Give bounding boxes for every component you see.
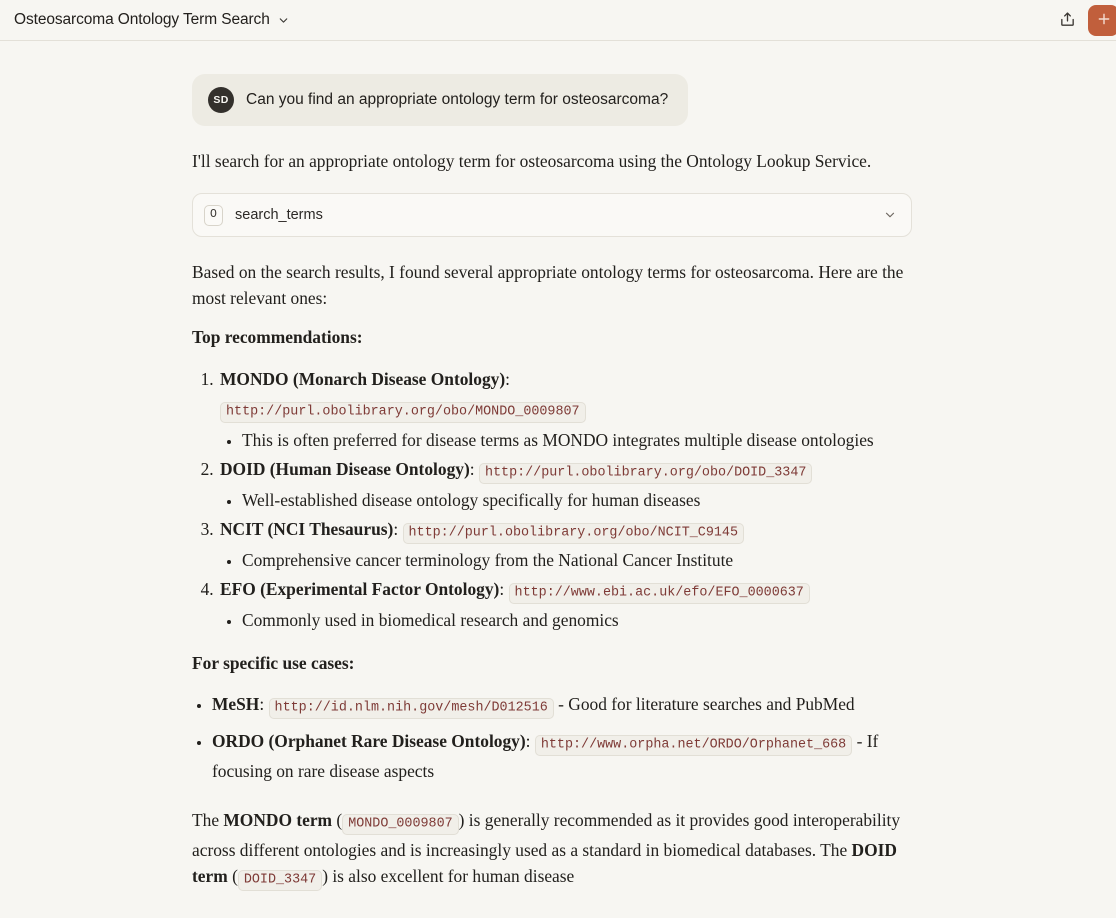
list-item <box>218 515 918 573</box>
list-item <box>212 728 918 785</box>
list-item <box>212 691 918 721</box>
page-title: Osteosarcoma Ontology Term Search <box>14 11 270 28</box>
ontology-url[interactable]: http://www.ebi.ac.uk/efo/EFO_0000637 <box>509 583 810 604</box>
list-item: • Well-established disease ontology specifically for human diseases <box>242 487 918 513</box>
doid-term-code[interactable]: DOID_3347 <box>238 870 322 891</box>
ontology-name: MONDO (Monarch Disease Ontology) <box>220 369 506 389</box>
recommendation-header <box>220 515 918 547</box>
message-thread <box>192 74 918 893</box>
colon: : <box>393 519 399 539</box>
assistant-intro: I'll search for an appropriate ontology term for osteosarcoma using the Ontology Lookup Service. <box>192 151 872 171</box>
user-message-text: Can you find an appropriate ontology term for osteosarcoma? <box>246 91 669 108</box>
recommendation-header <box>220 455 918 487</box>
ontology-url[interactable]: http://purl.obolibrary.org/obo/DOID_3347 <box>479 463 812 484</box>
paren-open-1: ( <box>332 810 343 830</box>
tool-call-search-terms[interactable] <box>192 193 912 237</box>
tool-call-name: search_terms <box>235 207 323 223</box>
use-cases-list <box>192 691 918 785</box>
colon: : <box>525 731 531 751</box>
ontology-url[interactable]: http://purl.obolibrary.org/obo/MONDO_0009807 <box>220 402 586 423</box>
colon: : <box>499 579 505 599</box>
closing-part-3: ) is also excellent for human disease <box>322 866 575 886</box>
recommendations-list <box>192 365 918 633</box>
list-item: • This is often preferred for disease terms as MONDO integrates multiple disease ontologies <box>242 427 918 453</box>
colon: : <box>469 459 475 479</box>
ontology-name: DOID (Human Disease Ontology) <box>220 459 470 479</box>
list-item <box>218 455 918 513</box>
recommendation-notes <box>220 487 918 513</box>
share-button[interactable] <box>1050 4 1084 38</box>
header-actions <box>1050 0 1116 41</box>
closing-part-2: ) is generally recommended as it provides good interoperability across different ontologies and is increasingly used as a standard in biomedical databases. The <box>192 810 901 860</box>
ontology-name: MeSH <box>212 694 260 714</box>
plus-icon <box>1096 11 1112 30</box>
recommendation-notes <box>220 607 918 633</box>
list-item <box>218 365 918 453</box>
colon: : <box>505 369 510 389</box>
list-item <box>218 575 918 633</box>
chevron-down-icon[interactable] <box>883 208 897 222</box>
mondo-term-code[interactable]: MONDO_0009807 <box>342 814 458 835</box>
recommendation-url-line <box>220 393 918 427</box>
top-recommendations-heading <box>192 324 918 350</box>
tool-badge-icon: O <box>204 205 223 226</box>
conversation-scroll-area <box>0 41 1116 893</box>
chevron-down-icon[interactable] <box>277 14 290 27</box>
use-case-note: - If focusing on rare disease aspects <box>212 731 879 781</box>
app-header <box>0 0 1116 41</box>
top-recommendations-heading-text: Top recommendations: <box>192 327 363 347</box>
colon: : <box>259 694 265 714</box>
use-case-note: - Good for literature searches and PubMed <box>558 694 855 714</box>
ontology-name: EFO (Experimental Factor Ontology) <box>220 579 500 599</box>
list-item: • Comprehensive cancer terminology from the National Cancer Institute <box>242 547 918 573</box>
assistant-message <box>192 148 918 893</box>
mondo-term-bold: MONDO term <box>223 810 333 830</box>
ontology-url[interactable]: http://purl.obolibrary.org/obo/NCIT_C9145 <box>403 523 744 544</box>
recommendation-header <box>220 365 918 393</box>
recommendation-notes <box>220 547 918 573</box>
ontology-url[interactable]: http://www.orpha.net/ORDO/Orphanet_668 <box>535 735 852 756</box>
ontology-name: ORDO (Orphanet Rare Disease Ontology) <box>212 731 526 751</box>
use-cases-heading <box>192 650 918 676</box>
results-intro: Based on the search results, I found several appropriate ontology terms for osteosarcoma. Here are the most relevant ones: <box>192 262 904 308</box>
avatar: SD <box>208 87 234 113</box>
doid-term-bold: DOID term <box>192 840 897 886</box>
new-chat-button[interactable] <box>1088 5 1116 36</box>
closing-part-1: The <box>192 810 224 830</box>
closing-paragraph <box>192 807 918 893</box>
recommendation-header <box>220 575 918 607</box>
recommendation-notes <box>220 427 918 453</box>
list-item: • Commonly used in biomedical research and genomics <box>242 607 918 633</box>
conversation-title-menu[interactable] <box>14 11 290 29</box>
ontology-url[interactable]: http://id.nlm.nih.gov/mesh/D012516 <box>269 698 554 719</box>
share-icon <box>1059 11 1076 31</box>
paren-open-2: ( <box>227 866 238 886</box>
ontology-name: NCIT (NCI Thesaurus) <box>220 519 394 539</box>
user-message <box>192 74 688 126</box>
use-cases-heading-text: For specific use cases: <box>192 653 355 673</box>
